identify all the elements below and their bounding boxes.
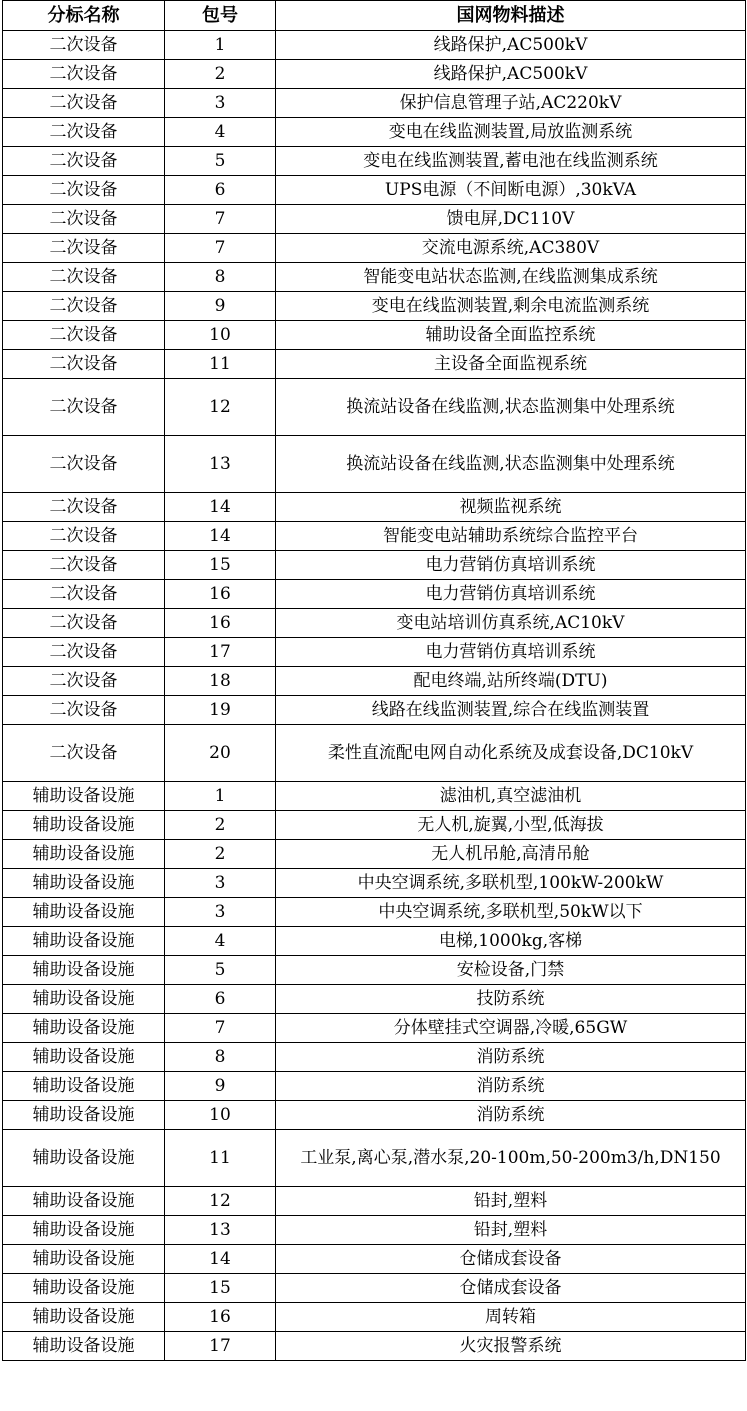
cell-package-no: 11 [165,350,276,379]
cell-lot-name: 二次设备 [3,176,165,205]
cell-package-no: 11 [165,1130,276,1187]
cell-package-no: 1 [165,31,276,60]
cell-package-no: 8 [165,1043,276,1072]
cell-package-no: 2 [165,811,276,840]
cell-lot-name: 二次设备 [3,205,165,234]
header-package-no: 包号 [165,1,276,31]
cell-package-no: 14 [165,522,276,551]
cell-lot-name: 辅助设备设施 [3,985,165,1014]
cell-package-no: 5 [165,956,276,985]
cell-package-no: 9 [165,292,276,321]
table-row [3,725,746,782]
cell-lot-name: 二次设备 [3,436,165,493]
cell-lot-name: 二次设备 [3,667,165,696]
cell-material-description: 中央空调系统,多联机型,100kW-200kW [276,869,746,898]
cell-package-no: 4 [165,927,276,956]
cell-package-no: 13 [165,436,276,493]
table-row [3,782,746,811]
table-row [3,638,746,667]
table-row [3,1187,746,1216]
table-row [3,1043,746,1072]
cell-package-no: 13 [165,1216,276,1245]
cell-package-no: 15 [165,1274,276,1303]
cell-material-description: 分体壁挂式空调器,冷暖,65GW [276,1014,746,1043]
cell-material-description: 线路保护,AC500kV [276,60,746,89]
header-row [3,1,746,31]
cell-package-no: 15 [165,551,276,580]
cell-lot-name: 辅助设备设施 [3,956,165,985]
table-row [3,580,746,609]
cell-lot-name: 辅助设备设施 [3,1014,165,1043]
cell-material-description: 智能变电站辅助系统综合监控平台 [276,522,746,551]
cell-material-description: 馈电屏,DC110V [276,205,746,234]
cell-package-no: 12 [165,379,276,436]
cell-package-no: 5 [165,147,276,176]
table-row [3,1130,746,1187]
cell-material-description: 交流电源系统,AC380V [276,234,746,263]
table-row [3,321,746,350]
table-row [3,89,746,118]
cell-lot-name: 辅助设备设施 [3,1101,165,1130]
table-row [3,696,746,725]
cell-lot-name: 二次设备 [3,725,165,782]
header-material-description: 国网物料描述 [276,1,746,31]
table-row [3,292,746,321]
cell-lot-name: 二次设备 [3,89,165,118]
cell-lot-name: 二次设备 [3,292,165,321]
table-row [3,609,746,638]
cell-material-description: 滤油机,真空滤油机 [276,782,746,811]
table-row [3,1072,746,1101]
cell-package-no: 9 [165,1072,276,1101]
cell-material-description: 铅封,塑料 [276,1216,746,1245]
table-row [3,60,746,89]
table-row [3,1332,746,1361]
cell-material-description: 辅助设备全面监控系统 [276,321,746,350]
cell-package-no: 6 [165,985,276,1014]
table-row [3,1303,746,1332]
table-row [3,898,746,927]
table-row [3,1216,746,1245]
table-row [3,811,746,840]
cell-material-description: 智能变电站状态监测,在线监测集成系统 [276,263,746,292]
table-row [3,1101,746,1130]
cell-lot-name: 二次设备 [3,580,165,609]
cell-lot-name: 辅助设备设施 [3,869,165,898]
cell-package-no: 3 [165,869,276,898]
table-row [3,31,746,60]
cell-lot-name: 二次设备 [3,147,165,176]
table-row [3,493,746,522]
cell-lot-name: 二次设备 [3,263,165,292]
cell-material-description: 火灾报警系统 [276,1332,746,1361]
table-row [3,667,746,696]
cell-material-description: 视频监视系统 [276,493,746,522]
cell-lot-name: 二次设备 [3,60,165,89]
table-row [3,118,746,147]
cell-lot-name: 二次设备 [3,321,165,350]
cell-lot-name: 二次设备 [3,609,165,638]
cell-package-no: 17 [165,1332,276,1361]
cell-material-description: 无人机吊舱,高清吊舱 [276,840,746,869]
cell-material-description: 消防系统 [276,1043,746,1072]
cell-package-no: 8 [165,263,276,292]
cell-lot-name: 辅助设备设施 [3,811,165,840]
cell-material-description: UPS电源（不间断电源）,30kVA [276,176,746,205]
cell-lot-name: 二次设备 [3,638,165,667]
table-row [3,927,746,956]
cell-package-no: 14 [165,493,276,522]
cell-package-no: 10 [165,1101,276,1130]
cell-material-description: 换流站设备在线监测,状态监测集中处理系统 [276,379,746,436]
table-row [3,147,746,176]
cell-package-no: 3 [165,89,276,118]
cell-package-no: 7 [165,234,276,263]
materials-table [2,0,746,1361]
cell-material-description: 电梯,1000kg,客梯 [276,927,746,956]
table-row [3,205,746,234]
cell-lot-name: 辅助设备设施 [3,1072,165,1101]
cell-package-no: 7 [165,1014,276,1043]
table-row [3,436,746,493]
cell-package-no: 4 [165,118,276,147]
cell-lot-name: 二次设备 [3,551,165,580]
cell-material-description: 变电站培训仿真系统,AC10kV [276,609,746,638]
cell-lot-name: 辅助设备设施 [3,898,165,927]
cell-package-no: 16 [165,1303,276,1332]
cell-package-no: 6 [165,176,276,205]
cell-lot-name: 辅助设备设施 [3,840,165,869]
table-row [3,379,746,436]
cell-lot-name: 辅助设备设施 [3,1187,165,1216]
cell-lot-name: 辅助设备设施 [3,1303,165,1332]
cell-material-description: 仓储成套设备 [276,1245,746,1274]
cell-lot-name: 辅助设备设施 [3,1274,165,1303]
cell-lot-name: 辅助设备设施 [3,1043,165,1072]
cell-material-description: 变电在线监测装置,蓄电池在线监测系统 [276,147,746,176]
header-lot-name: 分标名称 [3,1,165,31]
cell-material-description: 柔性直流配电网自动化系统及成套设备,DC10kV [276,725,746,782]
cell-lot-name: 二次设备 [3,118,165,147]
table-row [3,522,746,551]
cell-material-description: 配电终端,站所终端(DTU) [276,667,746,696]
cell-material-description: 保护信息管理子站,AC220kV [276,89,746,118]
cell-lot-name: 二次设备 [3,493,165,522]
cell-material-description: 仓储成套设备 [276,1274,746,1303]
cell-material-description: 周转箱 [276,1303,746,1332]
cell-lot-name: 辅助设备设施 [3,1216,165,1245]
table-row [3,234,746,263]
cell-material-description: 无人机,旋翼,小型,低海拔 [276,811,746,840]
table-body [3,31,746,1361]
cell-material-description: 铅封,塑料 [276,1187,746,1216]
cell-lot-name: 辅助设备设施 [3,1245,165,1274]
cell-material-description: 变电在线监测装置,局放监测系统 [276,118,746,147]
cell-package-no: 16 [165,609,276,638]
cell-package-no: 2 [165,840,276,869]
cell-material-description: 中央空调系统,多联机型,50kW以下 [276,898,746,927]
cell-material-description: 变电在线监测装置,剩余电流监测系统 [276,292,746,321]
cell-lot-name: 二次设备 [3,379,165,436]
cell-material-description: 线路在线监测装置,综合在线监测装置 [276,696,746,725]
cell-package-no: 3 [165,898,276,927]
cell-material-description: 安检设备,门禁 [276,956,746,985]
table-row [3,350,746,379]
table-row [3,1245,746,1274]
cell-lot-name: 辅助设备设施 [3,1130,165,1187]
table-row [3,1014,746,1043]
cell-material-description: 技防系统 [276,985,746,1014]
table-row [3,1274,746,1303]
cell-lot-name: 辅助设备设施 [3,927,165,956]
cell-package-no: 18 [165,667,276,696]
cell-material-description: 线路保护,AC500kV [276,31,746,60]
table-row [3,956,746,985]
table-row [3,869,746,898]
cell-lot-name: 二次设备 [3,234,165,263]
cell-package-no: 14 [165,1245,276,1274]
cell-lot-name: 辅助设备设施 [3,782,165,811]
cell-material-description: 消防系统 [276,1072,746,1101]
cell-lot-name: 二次设备 [3,696,165,725]
cell-material-description: 工业泵,离心泵,潜水泵,20-100m,50-200m3/h,DN150 [276,1130,746,1187]
cell-package-no: 7 [165,205,276,234]
cell-material-description: 电力营销仿真培训系统 [276,638,746,667]
table-row [3,263,746,292]
cell-package-no: 12 [165,1187,276,1216]
table-row [3,840,746,869]
cell-material-description: 主设备全面监视系统 [276,350,746,379]
table-row [3,985,746,1014]
cell-lot-name: 二次设备 [3,522,165,551]
cell-lot-name: 辅助设备设施 [3,1332,165,1361]
cell-package-no: 2 [165,60,276,89]
cell-material-description: 电力营销仿真培训系统 [276,580,746,609]
cell-material-description: 电力营销仿真培训系统 [276,551,746,580]
cell-material-description: 换流站设备在线监测,状态监测集中处理系统 [276,436,746,493]
cell-lot-name: 二次设备 [3,31,165,60]
cell-package-no: 1 [165,782,276,811]
cell-material-description: 消防系统 [276,1101,746,1130]
cell-package-no: 10 [165,321,276,350]
cell-lot-name: 二次设备 [3,350,165,379]
cell-package-no: 20 [165,725,276,782]
cell-package-no: 16 [165,580,276,609]
table-row [3,176,746,205]
cell-package-no: 19 [165,696,276,725]
cell-package-no: 17 [165,638,276,667]
table-row [3,551,746,580]
